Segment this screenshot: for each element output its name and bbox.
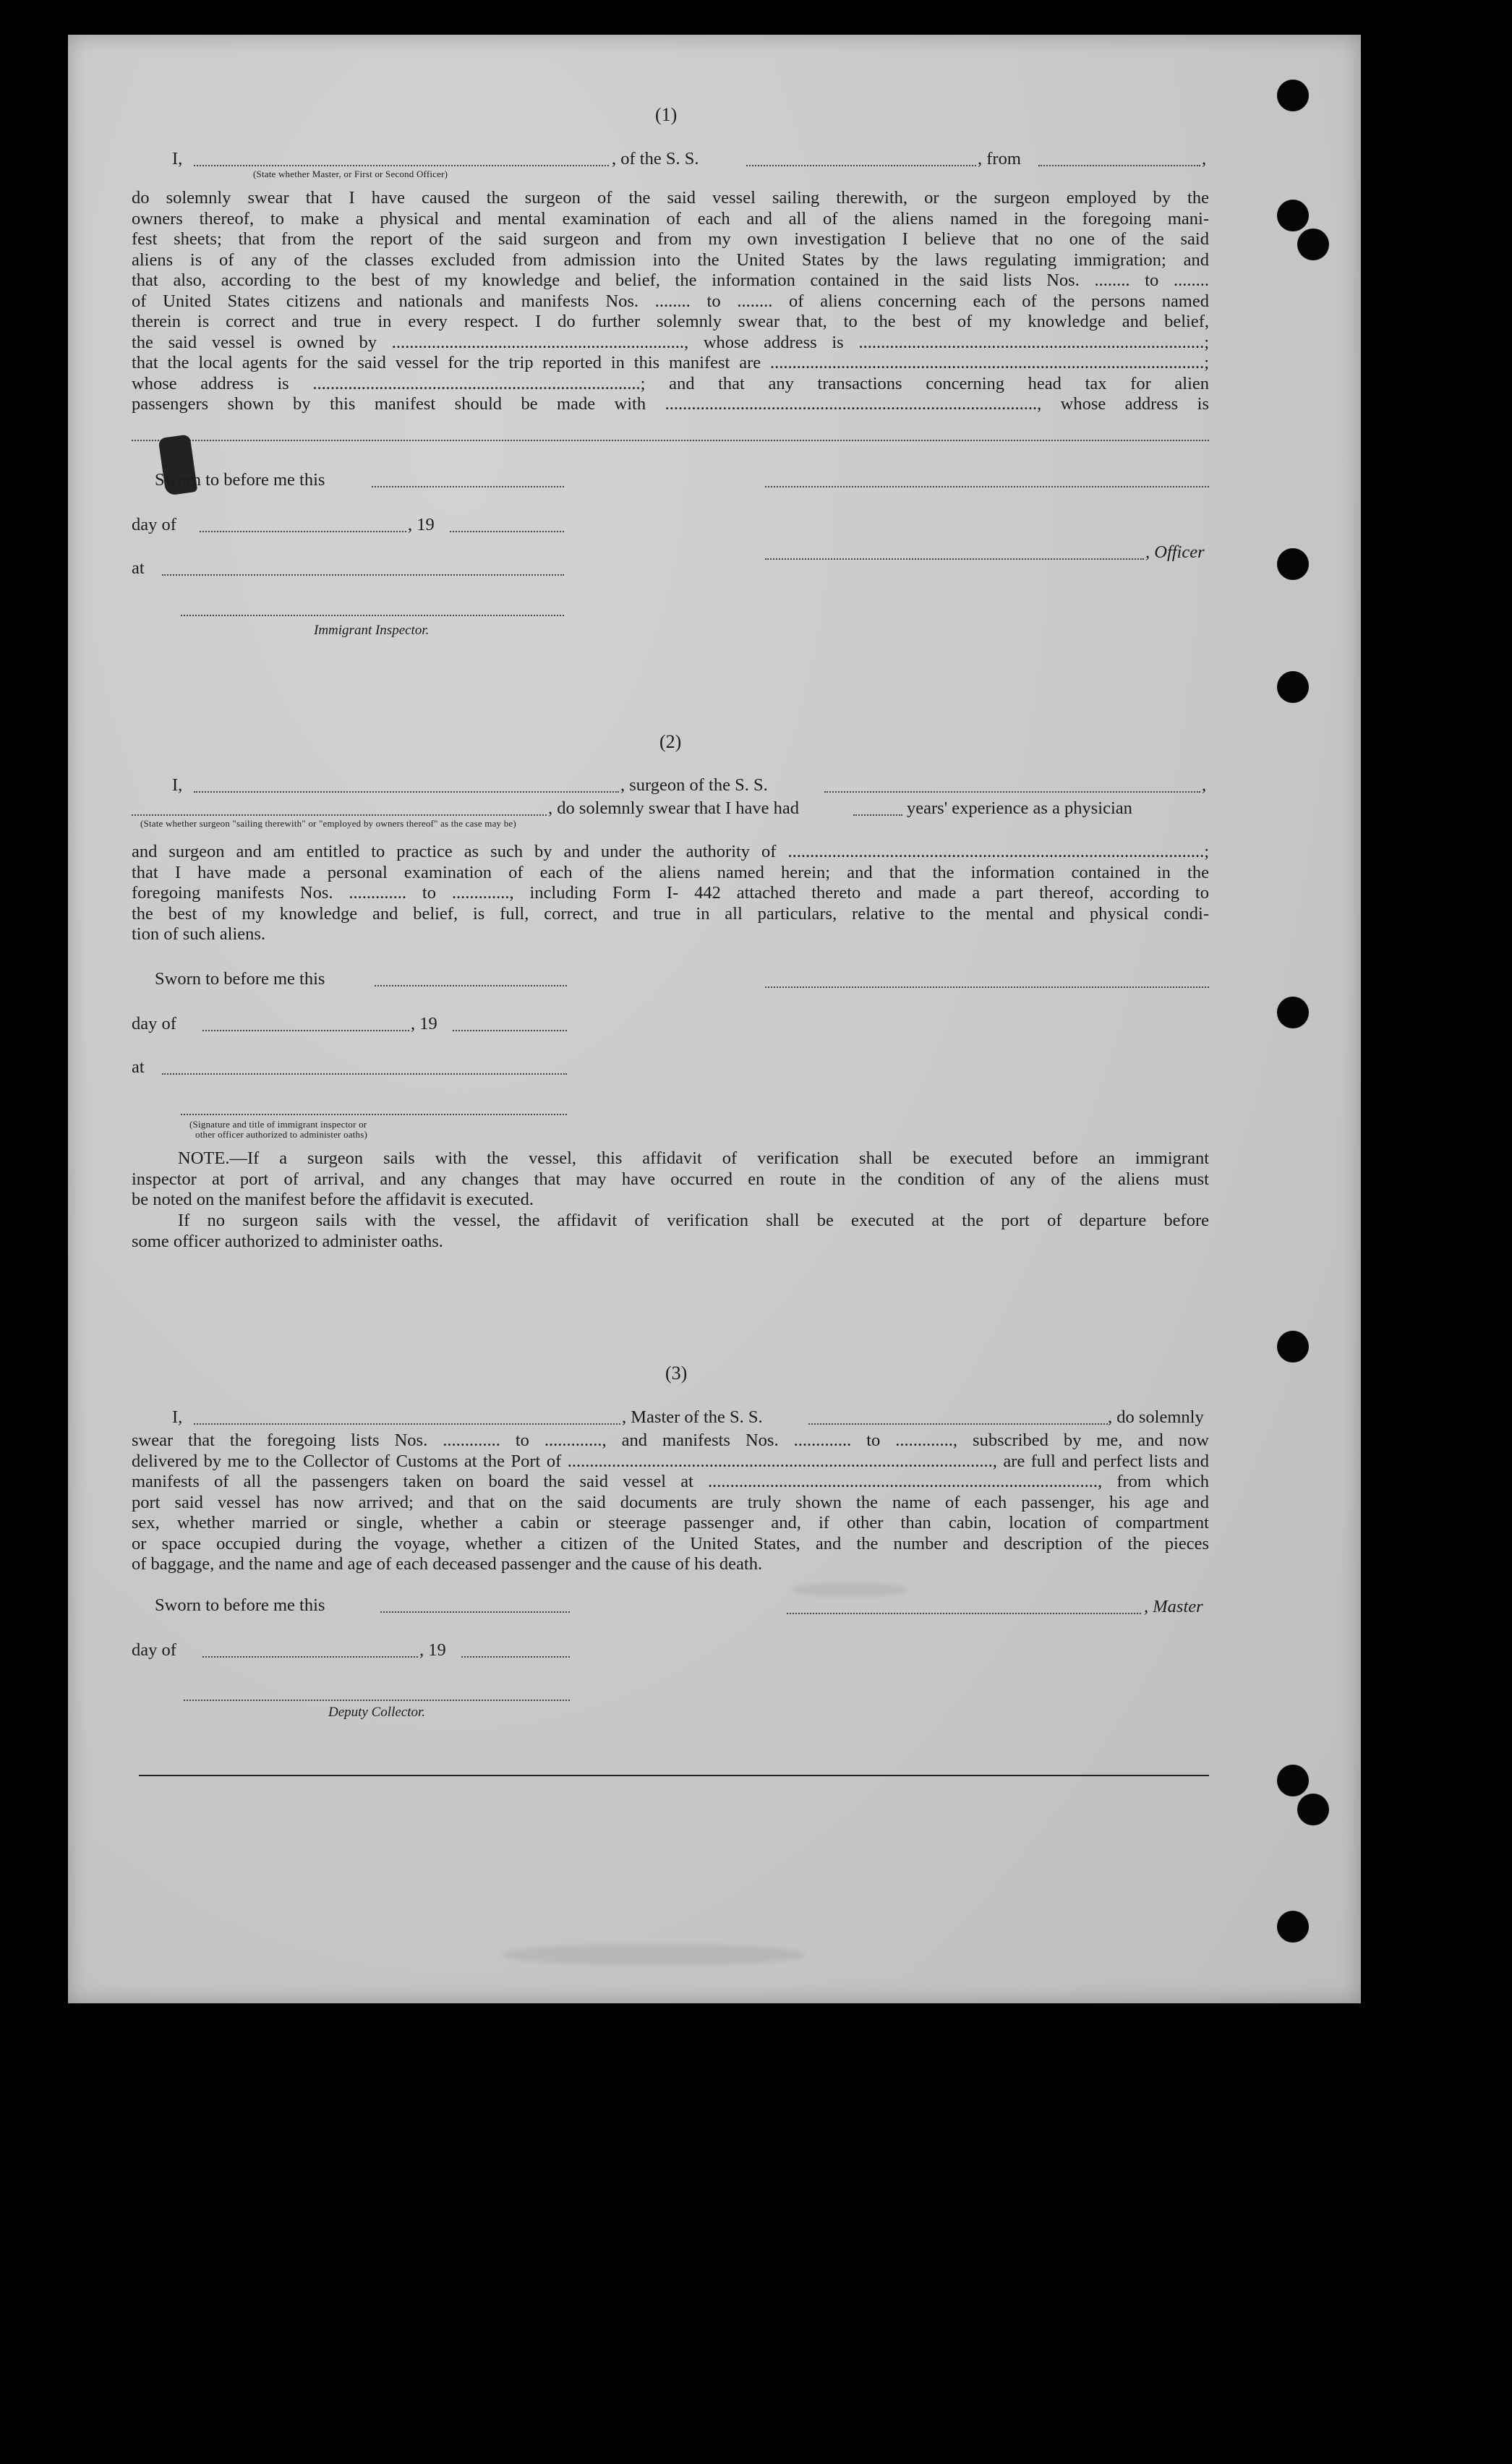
sworn-date-blank-3 [380,1611,570,1613]
section-1-end-comma: , [1202,149,1207,169]
section-2-note-2: If no surgeon sails with the vessel, the affidavit of verification shall be executed at the port of departure before some officer authorized to administer oaths. [132,1211,1209,1251]
section-2-swear: , do solemnly swear that I have had [548,798,799,818]
section-1-year: , 19 [408,515,435,534]
section-3-do-solemnly: , do solemnly [1108,1407,1204,1427]
month-blank [200,531,406,532]
surgeon-status-blank [132,814,547,816]
section-3-paragraph: swear that the foregoing lists Nos. ............. to ............., and manifests Nos. ............. to ............., subscribed by me, and now delivered by me to the Collector of Customs at the Port of ................................................................................................, are full and perfect lists and manifests of all the passengers taken on board the said vessel at ........................................................................................, from which port said vessel has now arrived; and that on the said documents are truly shown the name of each passenger, his age and sex, whether married or single, whether a cabin or steerage passenger and, if other than cabin, location of compartment or space occupied during the voyage, whether a citizen of the United States, and the number and description of the pieces of baggage, and the name and age of each deceased passenger and the cause of his death. [132,1431,1209,1574]
surgeon-sig-line [765,986,1209,988]
section-2-end-comma: , [1202,775,1207,795]
section-3-sworn: Sworn to before me this [155,1595,325,1615]
section-1-sub-note: (State whether Master, or First or Second Officer) [253,169,448,179]
section-1-day-of: day of [132,515,176,534]
section-1-paragraph: do solemnly swear that I have caused the surgeon of the said vessel sailing therewith, or the surgeon employed by the owners thereof, to make a physical and mental examination of each and all of the aliens named in the foregoing mani- fest sheets; that from the report of the said surgeon and from my own investigation I believe that no one of the said aliens is of any of the classes excluded from admission into the United States by the laws regulating immigration; and that also, according to the best of my knowledge and belief, the information contained in the said lists Nos. ........ to ........ of United States citizens and nationals and manifests Nos. ........ to ........ of aliens concerning each of the persons named therein is correct and true in every respect. I do further solemnly swear that, to the best of my knowledge and belief, the said vessel is owned by .................................................................., whose address is ..............................................................................; that the local agents for the said vessel for the trip reported in this manifest are ..................................................................................................; whose address is ..........................................................................; and that any transactions concerning head tax for alien passengers shown by this manifest should be made with ...................................................................................., whose address is [132,188,1209,414]
punch-hole [1277,548,1309,580]
section-2-note: NOTE.—If a surgeon sails with the vessel, this affidavit of verification shall be executed before an immigrant inspector at port of arrival, and any changes that may have occurred en route in the condition of any of the aliens must be noted on the manifest before the affidavit is executed. [132,1148,1209,1209]
year-blank-3 [461,1656,570,1658]
section-2-sworn: Sworn to before me this [155,969,325,989]
port-blank [1038,165,1200,166]
vessel-blank [746,165,976,166]
section-3-signer: Deputy Collector. [328,1705,426,1720]
years-blank [853,814,902,816]
section-2-sub-note: (State whether surgeon "sailing therewith" or "employed by owners thereof" as the case may be) [140,818,516,829]
section-3-number: (3) [665,1363,688,1384]
section-1-number: (1) [655,104,678,125]
at-blank [162,574,564,576]
collector-sig-line [184,1700,570,1701]
punch-hole [1277,80,1309,111]
bottom-rule [139,1775,1209,1776]
section-1-long-blank [132,440,1209,441]
section-1-officer: , Officer [1145,542,1205,562]
section-2-day-of: day of [132,1014,176,1033]
section-3-year: , 19 [419,1640,446,1660]
master-sig-line [787,1613,1141,1614]
section-2-surgeon-of: , surgeon of the S. S. [620,775,768,795]
section-3-master: , Master [1144,1597,1203,1616]
section-2-i: I, [172,775,183,795]
sworn-date-blank-2 [375,985,567,986]
section-1-signer: Immigrant Inspector. [314,623,430,638]
section-2-paragraph: and surgeon and am entitled to practice as such by and under the authority of ..............................................................................................; that I have made a personal examination of each of the aliens named herein; and that the information contained in the foregoing manifests Nos. ............. to ............., including Form I- 442 attached thereto and made a part thereof, according to the best of my knowledge and belief, is full, correct, and true in all particulars, relative to the mental and physical condi- tion of such aliens. [132,842,1209,944]
punch-hole [1277,997,1309,1028]
section-2-sig-note-1: (Signature and title of immigrant inspector or [189,1119,367,1130]
at-blank-2 [162,1073,567,1075]
punch-hole [1297,229,1329,260]
section-2-years: years' experience as a physician [907,798,1132,818]
master-vessel-blank [808,1423,1108,1425]
month-blank-3 [202,1656,418,1658]
punch-hole [1277,671,1309,703]
month-blank-2 [202,1030,409,1031]
section-2-number: (2) [659,731,682,752]
surgeon-vessel-blank [824,791,1200,793]
section-1-i: I, [172,149,183,169]
officer-sig-line-2 [765,558,1144,560]
manifest-affidavit-page [68,35,1361,2003]
surgeon-name-blank [194,791,619,793]
bleed-through-mark [791,1582,907,1597]
rank-blank [194,165,609,166]
officer-sig-line-1 [765,486,1209,487]
section-1-sworn: Sworn to before me this [155,470,325,490]
sworn-date-blank [372,486,564,487]
section-2-sig-note-2: other officer authorized to administer oaths) [195,1129,367,1140]
punch-hole [1297,1794,1329,1825]
punch-hole [1277,1911,1309,1943]
punch-hole [1277,1765,1309,1796]
master-name-blank [194,1423,620,1425]
year-blank-2 [453,1030,567,1031]
section-1-at: at [132,558,145,578]
section-2-year: , 19 [411,1014,437,1033]
section-1-from: , from [978,149,1021,169]
section-2-at: at [132,1057,145,1077]
section-3-master-of: , Master of the S. S. [622,1407,763,1427]
section-1-of-ss: , of the S. S. [612,149,699,169]
punch-hole [1277,200,1309,231]
section-3-day-of: day of [132,1640,176,1660]
punch-hole [1277,1331,1309,1363]
year-blank [450,531,564,532]
bleed-through-mark [502,1944,806,1966]
section-3-i: I, [172,1407,183,1427]
inspector-sig-line-2 [181,1114,567,1115]
inspector-sig-line [181,615,564,616]
